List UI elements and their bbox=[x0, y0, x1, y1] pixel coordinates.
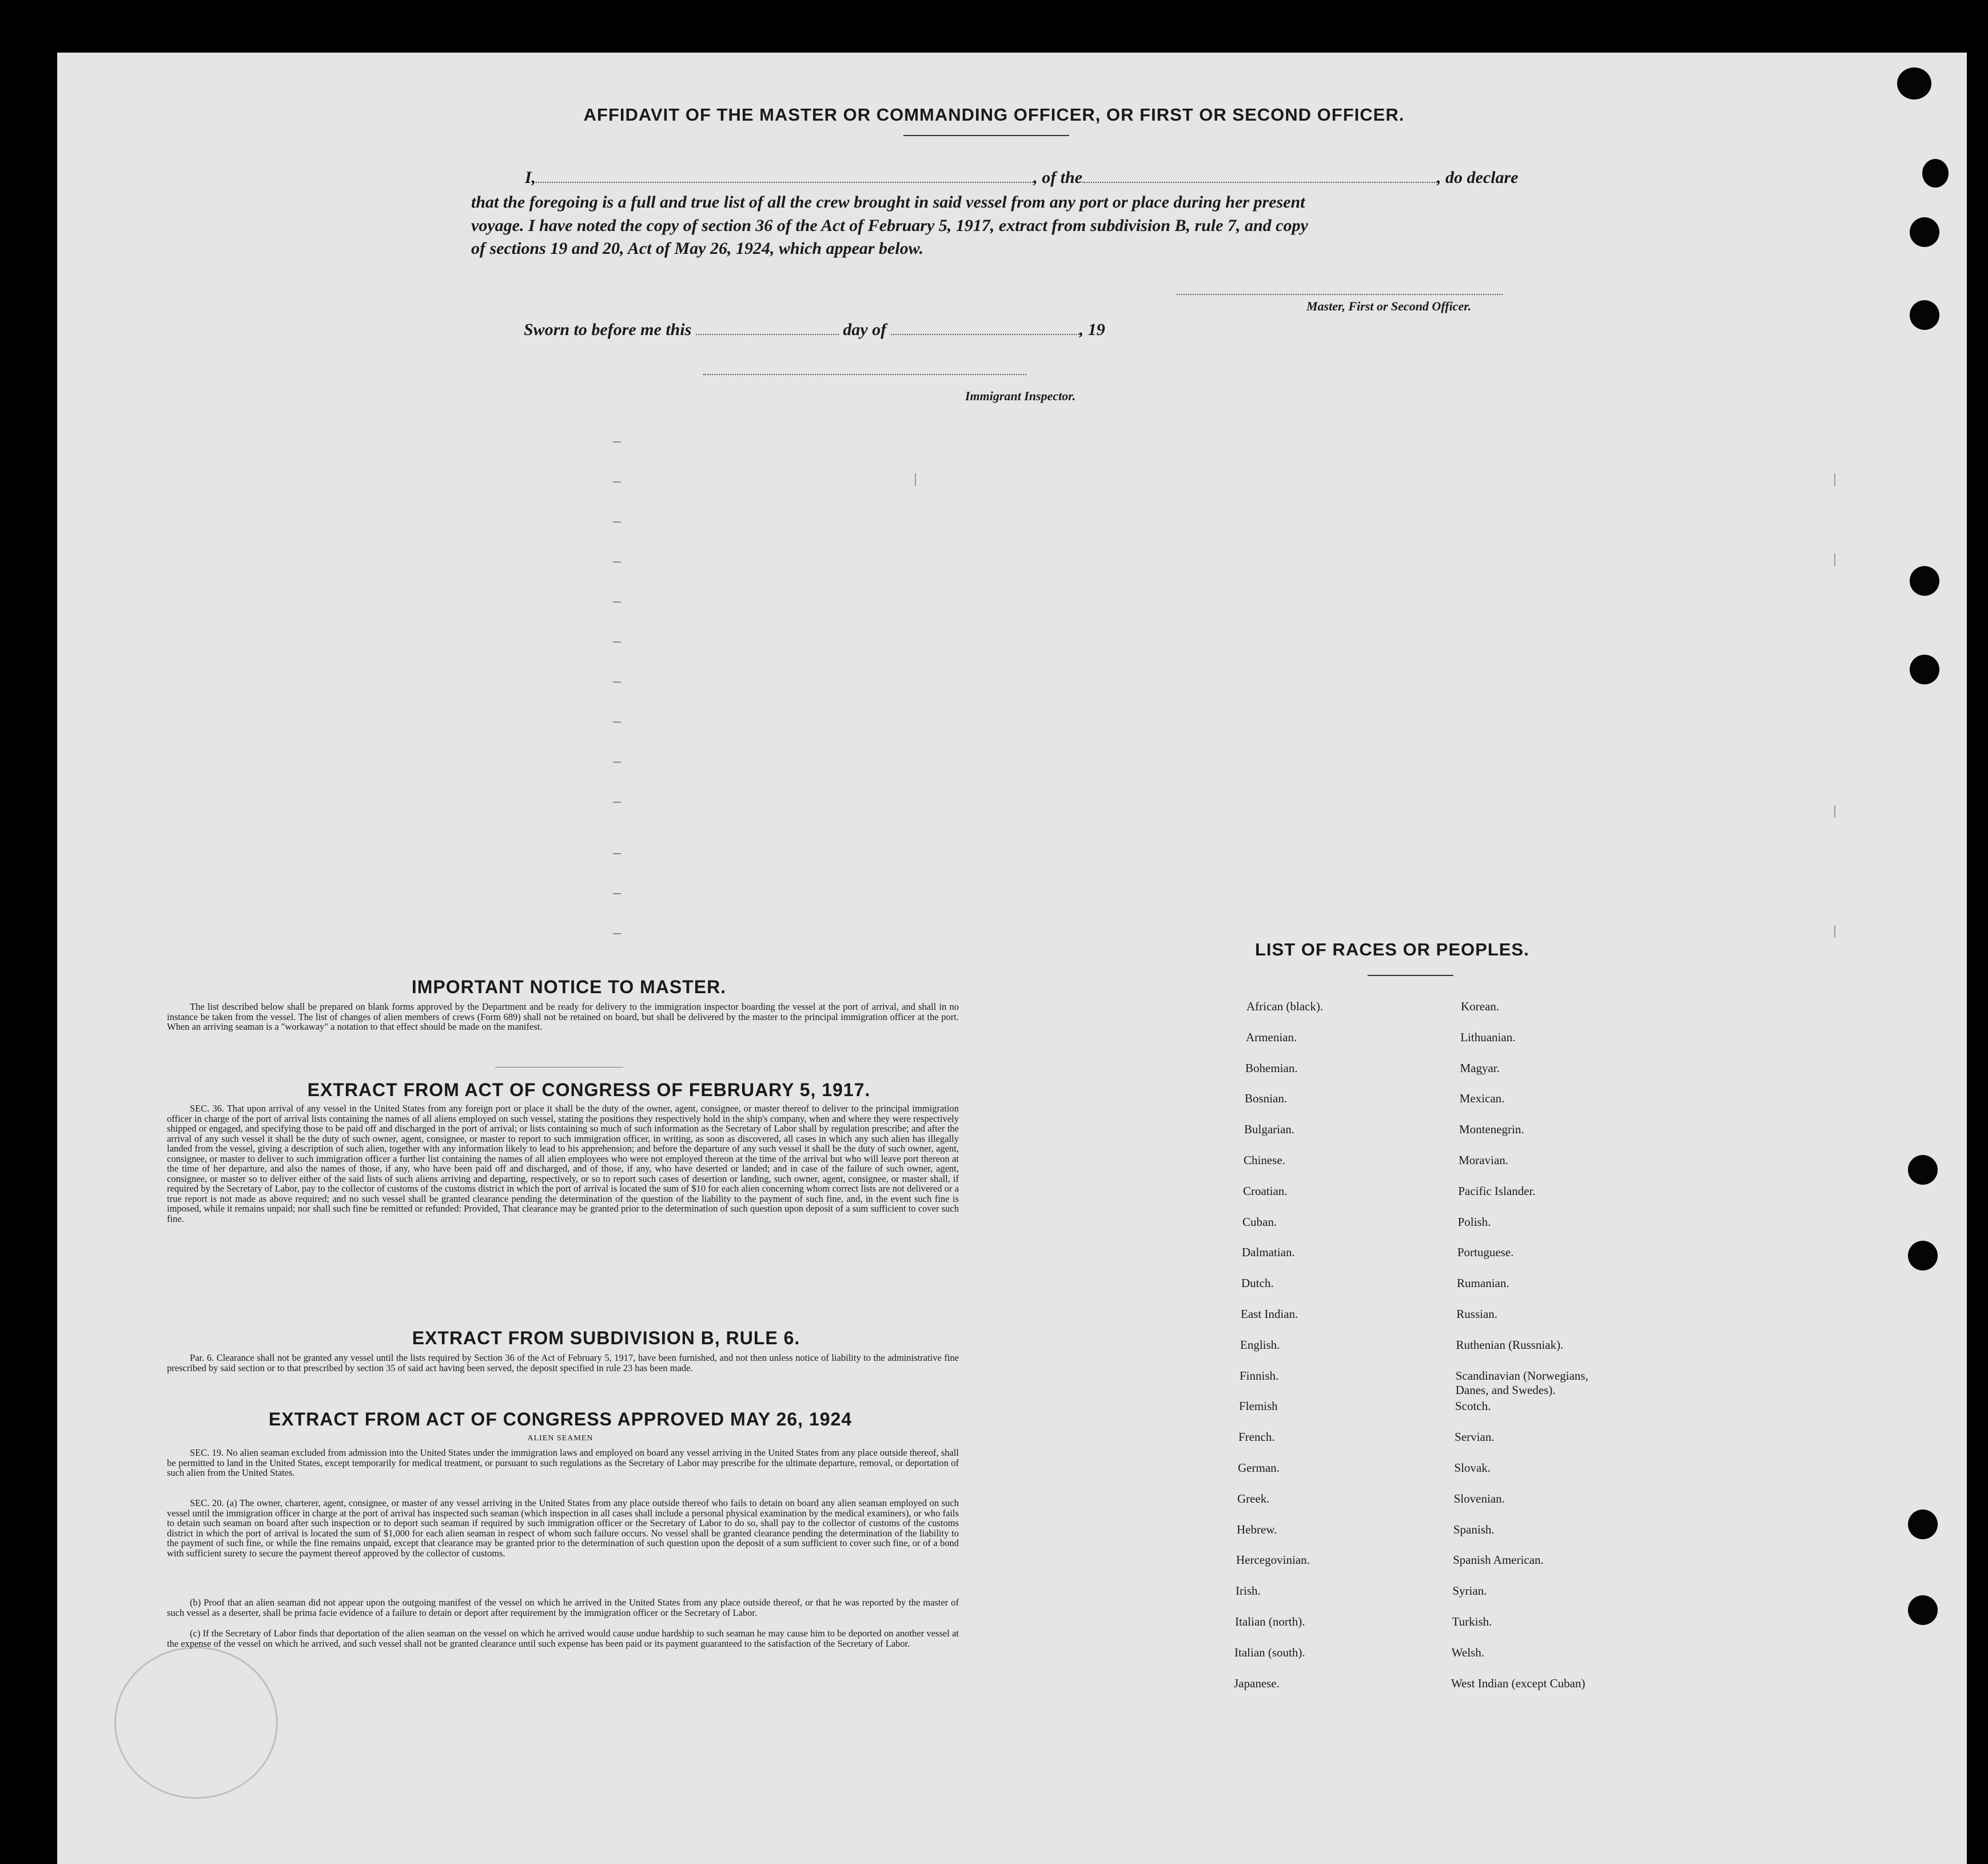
sworn-label: Sworn to before me this bbox=[524, 320, 692, 339]
extract-1917-text: SEC. 36. That upon arrival of any vessel in the United States from any foreign port or place it shall be the duty of the owner, agent, consignee, or master thereof to deliver to the principal immigration officer in charge of the port of arrival lists containing the names of all aliens employed on such vessel, stating the positions they respectively hold in the ship's company, when and where they were respectively shipped or engaged, and specifying those to be paid off and discharged in the port of arrival; or lists containing so much of such information as the Secretary of Labor shall by regulation prescribe; and after the arrival of any such vessel it shall be the duty of such owner, agent, consignee, or master to report to such immigration officer, in writing, as soon as discovered, all cases in which any such alien has illegally landed from the vessel, giving a description of such alien, together with any information likely to lead to his apprehension; and before the departure of any such vessel it shall be the duty of such owner, agent, consignee, or master to deliver to such immigration officer a further list containing the names of all alien employees who were not employed thereon at the time of the arrival but who will leave port thereon at the time of her departure, and also the names of those, if any, who have been paid off and discharged, and of those, if any, who have deserted or landed; and in case of the failure of such owner, agent, consignee, or master so to deliver either of the said lists of such aliens arriving and departing, respectively, or so to report such cases of desertion or landing, such owner, agent, consignee, or master shall, if required by the Secretary of Labor, pay to the collector of customs of the customs district in which the port of arrival is located the sum of $10 for each alien concerning whom correct lists are not delivered or a true report is not made as above required; and no such vessel shall be granted clearance pending the determination of the question of the liability to the payment of such fine, and, in the event such fine is imposed, while it remains unpaid; nor shall such fine be remitted or refunded: Provided, That clearance may be granted prior to the determination of such question upon deposit of a sum sufficient to cover such fine. bbox=[167, 1103, 959, 1224]
affidavit-title: AFFIDAVIT OF THE MASTER OR COMMANDING OFFICER, OR FIRST OR SECOND OFFICER. bbox=[583, 105, 1405, 125]
punch-hole bbox=[1908, 1595, 1938, 1625]
extract-1917-title: EXTRACT FROM ACT OF CONGRESS OF FEBRUARY 5, 1917. bbox=[307, 1080, 871, 1100]
notice-title: IMPORTANT NOTICE TO MASTER. bbox=[411, 977, 727, 997]
sworn-line bbox=[524, 320, 1105, 340]
race-item: Syrian. bbox=[1452, 1584, 1487, 1598]
inspector-signature-label: Immigrant Inspector. bbox=[965, 389, 1076, 403]
sec20a-text: SEC. 20. (a) The owner, charterer, agent, consignee, or master of any vessel arriving in the United States from any place outside thereof who fails to detain on board any alien seaman employed on such vessel until the immigration officer in charge at the port of arrival has inspected such seaman (which inspection in all cases shall include a personal physical examination by the medical examiners), or who fails to detain such seaman on board after such inspection or to deport such seaman if required by such immigration officer or the Secretary of Labor to do so, shall pay to the collector of customs of the customs district in which the port of arrival is located the sum of $1,000 for each alien seaman in respect of whom such failure occurs. No vessel shall be granted clearance pending the determination of the liability to the payment of such fine, or while the fine remains unpaid, except that clearance may be granted prior to the determination of such question upon the deposit of a sum sufficient to cover such fine, or of a bond with sufficient surety to secure the payment thereof approved by the collector of customs. bbox=[167, 1497, 959, 1559]
subdivision-title: EXTRACT FROM SUBDIVISION B, RULE 6. bbox=[412, 1328, 800, 1348]
race-item: French. bbox=[1238, 1430, 1275, 1444]
declaration-line-1 bbox=[525, 168, 1548, 188]
race-item: Bulgarian. bbox=[1244, 1122, 1295, 1137]
column-mark bbox=[613, 933, 621, 934]
column-mark bbox=[613, 802, 621, 803]
punch-hole bbox=[1910, 300, 1939, 330]
sworn-day-blank[interactable] bbox=[696, 334, 839, 335]
race-item: West Indian (except Cuban) bbox=[1451, 1676, 1585, 1690]
column-mark bbox=[613, 561, 621, 563]
sec20b-text: (b) Proof that an alien seaman did not appear upon the outgoing manifest of the vessel on which he arrived in the United States from any place outside thereof, or that he was reported by the master of such vessel as a deserter, shall be prima facie evidence of a failure to detain or deport after requirement by the immigration officer or the Secretary of Labor. bbox=[167, 1597, 959, 1618]
punch-hole bbox=[1908, 1241, 1938, 1270]
name-blank[interactable] bbox=[536, 182, 1033, 183]
race-item: Polish. bbox=[1457, 1214, 1491, 1229]
race-item: Croatian. bbox=[1243, 1184, 1288, 1198]
column-mark bbox=[1834, 473, 1835, 486]
punch-hole bbox=[1910, 655, 1939, 684]
declaration-line-4: of sections 19 and 20, Act of May 26, 1924, which appear below. bbox=[471, 239, 924, 258]
column-mark bbox=[613, 762, 621, 763]
race-item: Turkish. bbox=[1452, 1615, 1492, 1628]
race-item: Armenian. bbox=[1246, 1030, 1297, 1044]
declaration-line-2: that the foregoing is a full and true list of all the crew brought in said vessel from any port or place during her present bbox=[471, 193, 1305, 212]
column-mark bbox=[613, 521, 621, 523]
race-item: German. bbox=[1238, 1461, 1280, 1475]
column-mark bbox=[613, 682, 621, 683]
race-item: Flemish bbox=[1239, 1399, 1278, 1413]
race-item: Bosnian. bbox=[1245, 1092, 1288, 1106]
race-item: Servian. bbox=[1455, 1430, 1495, 1444]
column-mark bbox=[613, 722, 621, 723]
race-item: Lithuanian. bbox=[1460, 1030, 1516, 1044]
declaration-line-3: voyage. I have noted the copy of section 36 of the Act of February 5, 1917, extract from subdivision B, rule 7, and copy bbox=[471, 216, 1308, 235]
race-item: Rumanian. bbox=[1457, 1276, 1509, 1291]
extract-1924-title: EXTRACT FROM ACT OF CONGRESS APPROVED MAY 26, 1924 bbox=[268, 1409, 852, 1429]
race-item: Italian (north). bbox=[1235, 1615, 1305, 1628]
race-item: Korean. bbox=[1461, 999, 1500, 1013]
race-item: Welsh. bbox=[1451, 1645, 1484, 1659]
race-item: Finnish. bbox=[1240, 1368, 1279, 1383]
notice-divider bbox=[495, 1067, 623, 1068]
column-mark bbox=[613, 602, 621, 603]
year-label: , 19 bbox=[1079, 320, 1105, 339]
race-item: English. bbox=[1240, 1337, 1280, 1352]
race-item: Moravian. bbox=[1459, 1153, 1509, 1167]
punch-hole bbox=[1922, 159, 1949, 188]
notice-text: The list described below shall be prepared on blank forms approved by the Department and be ready for delivery to the immigration inspector boarding the vessel at the port of arrival, and shall in no instance be taken from the vessel. The list of changes of alien members of crews (Form 689) shall not be retained on board, but shall be delivered by the master to the principal immigration officer at the port. When an arriving seaman is a "workaway" a notation to that effect should be made on the manifest. bbox=[167, 1001, 959, 1032]
race-item: Dutch. bbox=[1241, 1276, 1274, 1291]
title-underline bbox=[903, 135, 1069, 136]
punch-hole bbox=[1897, 67, 1931, 99]
race-item: African (black). bbox=[1246, 999, 1324, 1013]
race-item: Slovak. bbox=[1454, 1461, 1491, 1475]
races-list-title: LIST OF RACES OR PEOPLES. bbox=[1255, 939, 1529, 959]
race-item: Cuban. bbox=[1242, 1214, 1277, 1229]
subdivision-text: Par. 6. Clearance shall not be granted any vessel until the lists required by Section 36 of the Act of February 5, 1917, have been furnished, and not then unless notice of liability to the administrative fine prescribed by said section or to that prescribed by section 35 of said act having been served, the deposit specified in rule 23 has been made. bbox=[167, 1352, 959, 1373]
race-item: Spanish. bbox=[1453, 1522, 1495, 1536]
master-signature-label: Master, First or Second Officer. bbox=[1306, 299, 1472, 313]
column-mark bbox=[613, 481, 621, 483]
column-mark bbox=[613, 441, 621, 443]
column-mark bbox=[613, 642, 621, 643]
races-title-underline bbox=[1368, 975, 1453, 976]
column-mark bbox=[613, 853, 621, 854]
sworn-month-blank[interactable] bbox=[891, 334, 1079, 335]
race-item: Hebrew. bbox=[1237, 1522, 1277, 1536]
inspector-signature-line[interactable] bbox=[703, 374, 1026, 375]
race-item: Mexican. bbox=[1459, 1092, 1505, 1106]
race-item: Dalmatian. bbox=[1242, 1245, 1295, 1260]
punch-hole bbox=[1908, 1155, 1938, 1185]
race-item: Bohemian. bbox=[1245, 1061, 1298, 1075]
column-mark bbox=[915, 473, 916, 486]
do-declare-label: , do declare bbox=[1437, 168, 1519, 187]
punch-hole bbox=[1910, 566, 1939, 596]
race-item: Pacific Islander. bbox=[1458, 1184, 1536, 1198]
race-item: Hercegovinian. bbox=[1236, 1553, 1310, 1567]
race-item: Montenegrin. bbox=[1459, 1122, 1524, 1137]
faded-seal bbox=[114, 1647, 278, 1799]
column-mark bbox=[613, 893, 621, 894]
extract-1924-subtitle: ALIEN SEAMEN bbox=[527, 1434, 593, 1443]
race-item: Slovenian. bbox=[1453, 1491, 1505, 1505]
day-of-label: day of bbox=[843, 320, 887, 339]
race-item: East Indian. bbox=[1241, 1307, 1298, 1321]
punch-hole bbox=[1908, 1509, 1938, 1539]
sec20c-text: (c) If the Secretary of Labor finds that deportation of the alien seaman on the vessel on which he arrived would cause undue hardship to such seaman he may cause him to be deported on another vessel at the expense of the vessel on which he arrived, and such vessel shall not be granted clearance until such expense has been paid or its payment guaranteed to the satisfaction of the Secretary of Labor. bbox=[167, 1628, 959, 1649]
race-item: Russian. bbox=[1456, 1307, 1498, 1321]
i-label: I, bbox=[525, 168, 536, 187]
column-mark bbox=[1834, 553, 1835, 566]
race-item: Magyar. bbox=[1460, 1061, 1500, 1075]
race-item: Spanish American. bbox=[1453, 1553, 1544, 1567]
race-item: Chinese. bbox=[1244, 1153, 1285, 1167]
race-item: Portuguese. bbox=[1457, 1245, 1514, 1260]
vessel-blank[interactable] bbox=[1082, 182, 1437, 183]
master-signature-line[interactable] bbox=[1177, 294, 1503, 295]
race-item: Scotch. bbox=[1455, 1399, 1491, 1413]
race-item: Scandinavian (Norwegians, Danes, and Swedes). bbox=[1455, 1368, 1588, 1397]
race-item: Italian (south). bbox=[1234, 1645, 1305, 1659]
race-item: Japanese. bbox=[1234, 1676, 1280, 1690]
race-item: Greek. bbox=[1237, 1491, 1270, 1505]
of-the-label: , of the bbox=[1033, 168, 1083, 187]
race-item: Irish. bbox=[1236, 1584, 1261, 1598]
punch-hole bbox=[1910, 217, 1939, 247]
sec19-text: SEC. 19. No alien seaman excluded from admission into the United States under the immigration laws and employed on board any vessel arriving in the United States from any place outside thereof, shall be permitted to land in the United States, except temporarily for medical treatment, or pursuant to such regulations as the Secretary of Labor may prescribe for the ultimate departure, removal, or deportation of such alien from the United States. bbox=[167, 1447, 959, 1478]
column-mark bbox=[1834, 925, 1835, 938]
column-mark bbox=[1834, 805, 1835, 818]
race-item: Ruthenian (Russniak). bbox=[1456, 1337, 1564, 1352]
